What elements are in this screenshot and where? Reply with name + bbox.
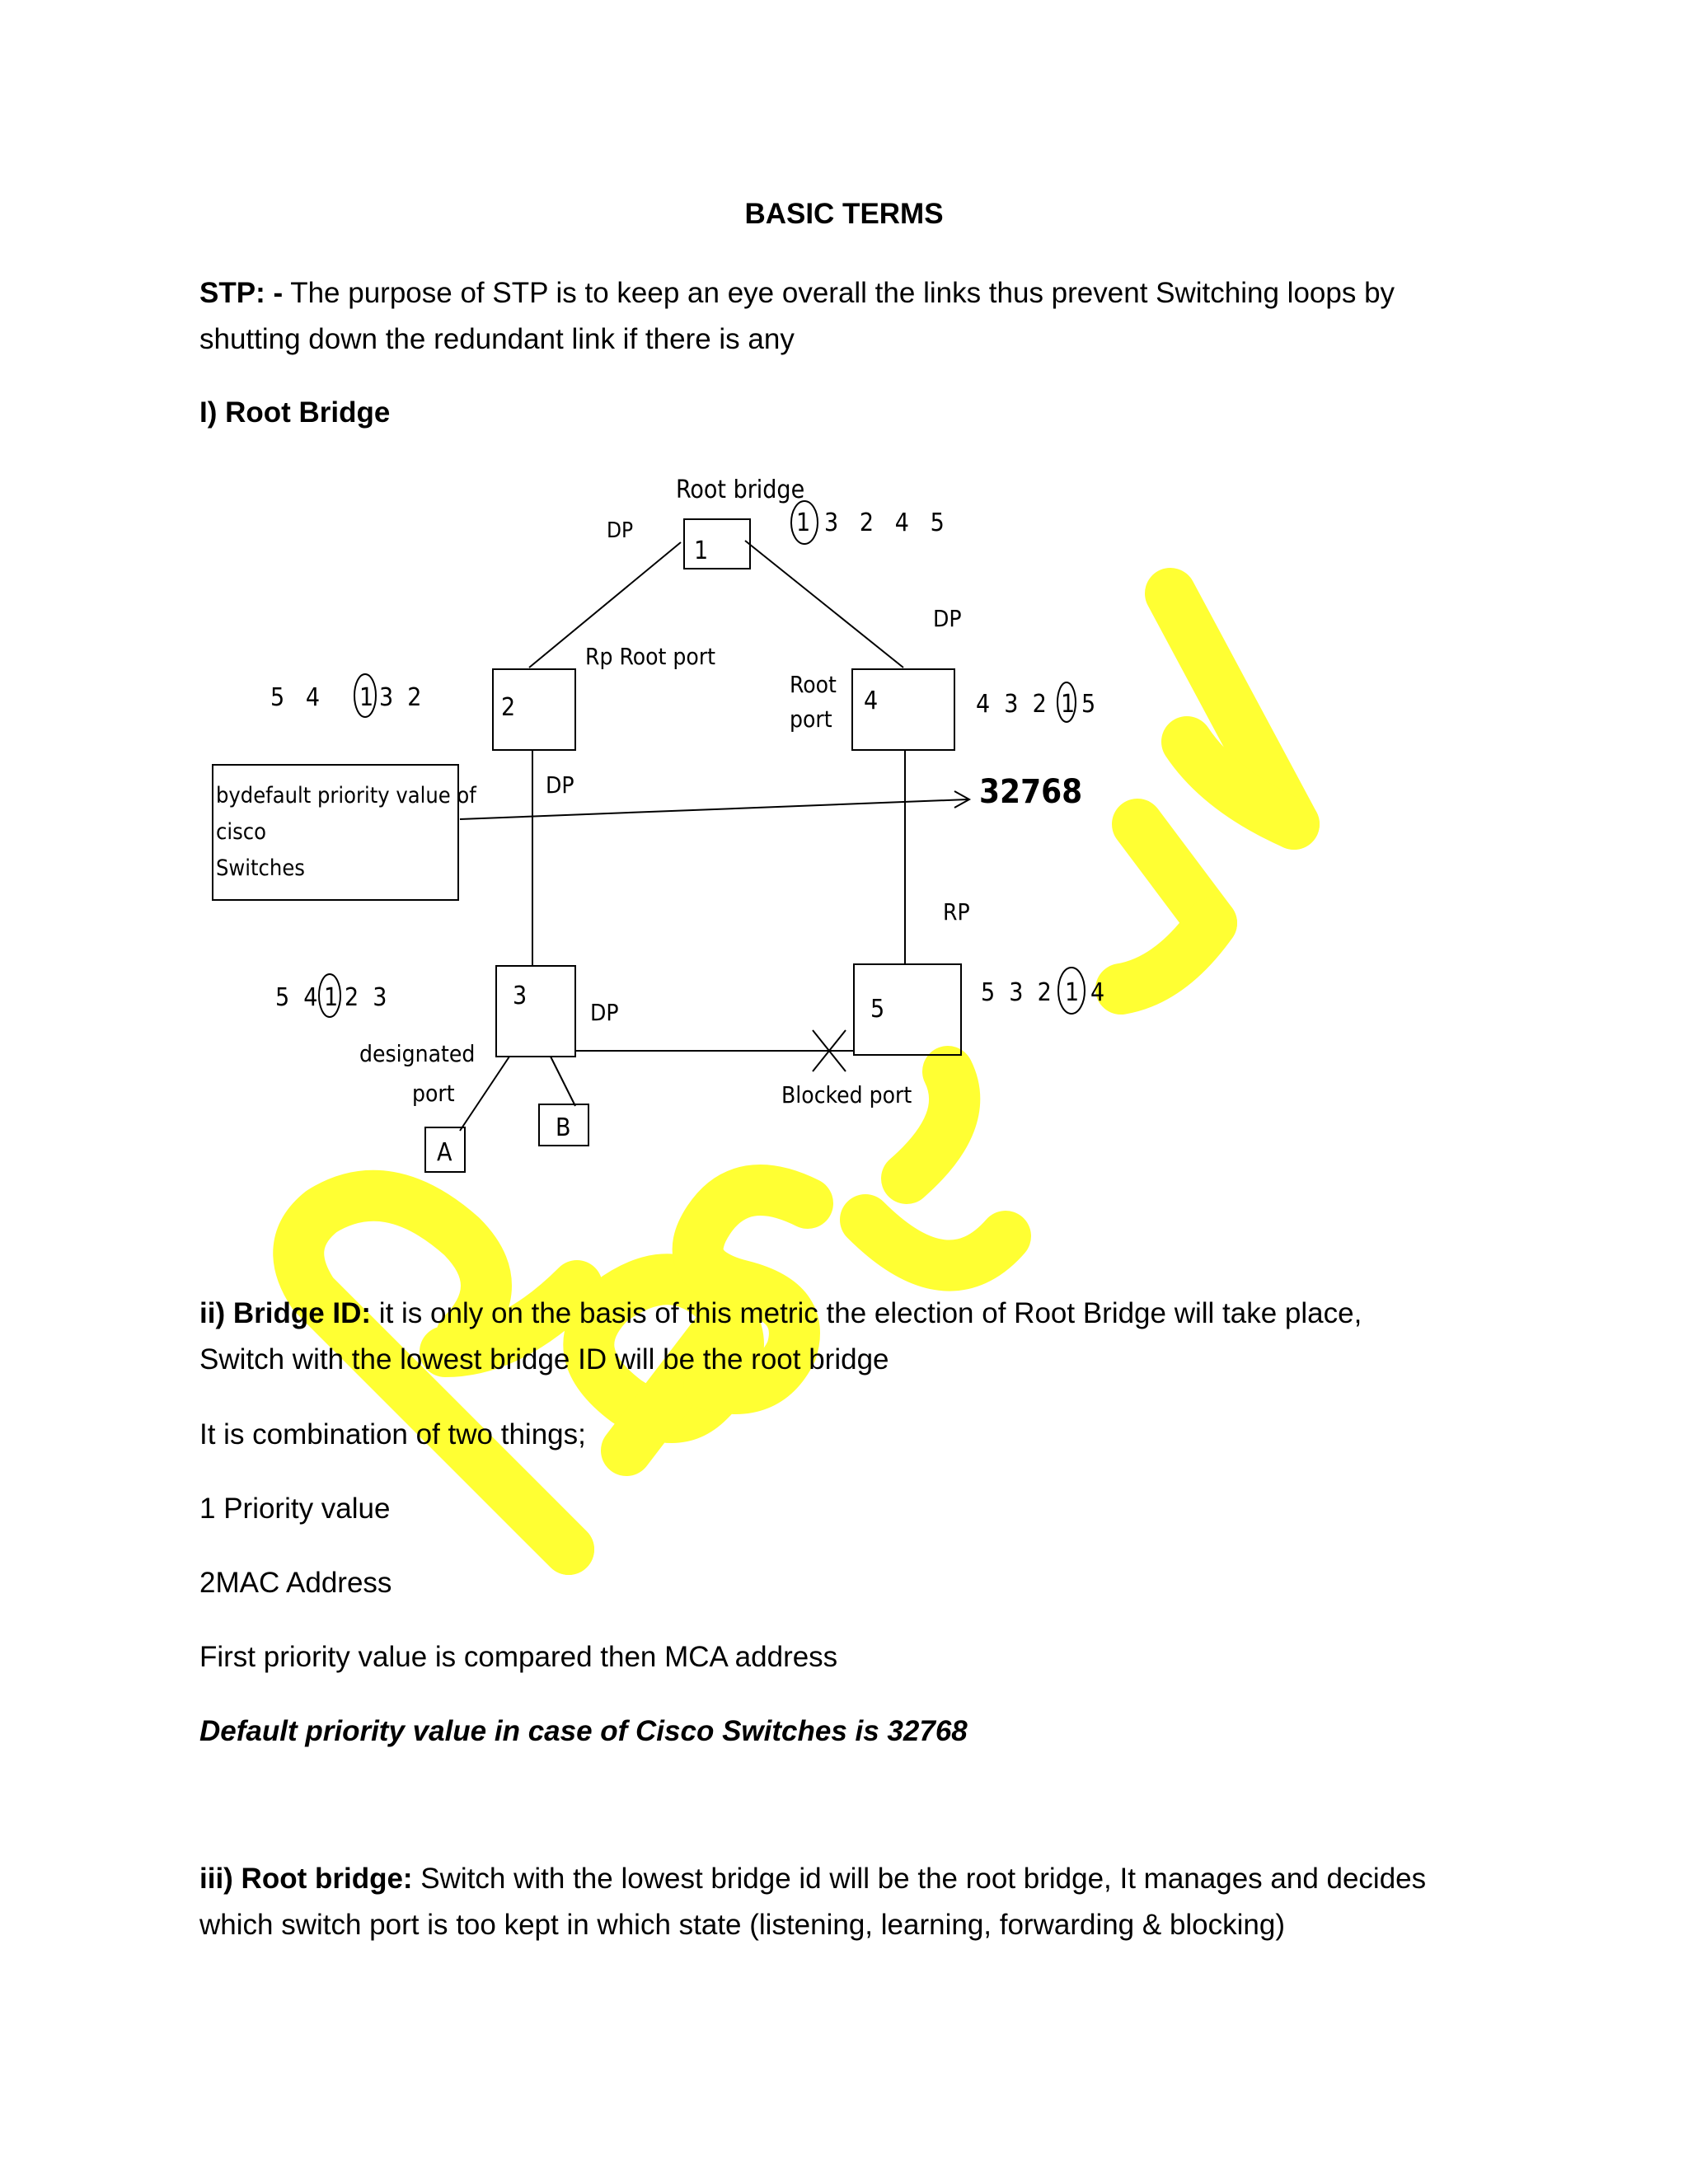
switch-5-label: 5 bbox=[870, 995, 885, 1024]
seq-sw3-circled: 1 bbox=[324, 983, 339, 1012]
root-bridge-term: iii) Root bridge: bbox=[199, 1863, 413, 1895]
priority-note-line-3: Switches bbox=[216, 855, 305, 881]
rp-label-4-5: RP bbox=[943, 898, 970, 926]
designated-port-label-2: port bbox=[412, 1080, 455, 1107]
root-port-label-1: Root bbox=[790, 671, 837, 698]
seq-sw2-circled: 1 bbox=[359, 683, 374, 712]
priority-note-line-1: bydefault priority value of bbox=[216, 783, 476, 808]
dp-label-1-2: DP bbox=[607, 518, 634, 543]
seq-sw3-before: 5 4 bbox=[275, 983, 318, 1012]
stp-network-diagram bbox=[198, 462, 1154, 1187]
switch-2-label: 2 bbox=[501, 693, 516, 722]
stp-line-2: shutting down the redundant link if there is any bbox=[199, 323, 795, 355]
root-bridge-text-1: Switch with the lowest bridge id will be the root bridge, It manages and decides bbox=[412, 1863, 1427, 1895]
seq-sw4-after: 5 bbox=[1081, 690, 1096, 719]
root-bridge-label: Root bridge bbox=[676, 476, 805, 504]
combination-line: It is combination of two things; bbox=[199, 1418, 586, 1451]
list-item-priority: 1 Priority value bbox=[199, 1493, 391, 1525]
stp-paragraph bbox=[199, 270, 1535, 363]
page-title: BASIC TERMS bbox=[744, 198, 944, 230]
designated-port-label-1: designated bbox=[359, 1040, 476, 1067]
rp-root-port-label: Rp Root port bbox=[585, 643, 716, 670]
stp-term: STP: - bbox=[199, 277, 284, 309]
root-port-label-2: port bbox=[790, 705, 832, 733]
bridge-id-line-2: Switch with the lowest bridge ID will be the root bridge bbox=[199, 1343, 889, 1376]
compare-line: First priority value is compared then MCA address bbox=[199, 1641, 838, 1673]
switch-1-label: 1 bbox=[694, 537, 709, 565]
seq-sw5-circled: 1 bbox=[1065, 978, 1080, 1007]
dp-label-1-4: DP bbox=[933, 605, 962, 632]
section-root-bridge-heading bbox=[199, 390, 1535, 436]
root-bridge-line-1 bbox=[199, 1856, 1535, 1902]
seq-sw3-after: 2 3 bbox=[345, 983, 387, 1012]
seq-sw5-after: 4 bbox=[1090, 978, 1105, 1007]
host-a-label: A bbox=[437, 1138, 452, 1167]
stp-line-1 bbox=[199, 270, 1535, 316]
seq-sw2-before: 5 4 bbox=[270, 683, 321, 712]
root-bridge-line-2: which switch port is too kept in which state (listening, learning, forwarding & blocking) bbox=[199, 1909, 1286, 1941]
link-3-a bbox=[460, 1057, 509, 1131]
section-heading-text: I) Root Bridge bbox=[199, 396, 391, 429]
priority-value-label: 32768 bbox=[979, 773, 1083, 811]
dp-label-2-3: DP bbox=[546, 771, 574, 799]
seq-top-rest: 3 2 4 5 bbox=[824, 509, 945, 537]
priority-arrow-line bbox=[460, 799, 968, 819]
list-item-mac: 2MAC Address bbox=[199, 1567, 392, 1599]
switch-4-label: 4 bbox=[864, 687, 879, 715]
seq-sw5-before: 5 3 2 bbox=[981, 978, 1052, 1007]
stp-text-1: The purpose of STP is to keep an eye overall the links thus prevent Switching loops by bbox=[283, 277, 1395, 309]
root-bridge-paragraph bbox=[199, 1856, 1535, 1948]
bridge-id-line-1 bbox=[199, 1291, 1535, 1337]
bridge-id-text-1: it is only on the basis of this metric the election of Root Bridge will take place, bbox=[371, 1297, 1362, 1329]
bridge-id-term: ii) Bridge ID: bbox=[199, 1297, 372, 1329]
bridge-id-paragraph bbox=[199, 1291, 1535, 1383]
switch-3-label: 3 bbox=[513, 982, 528, 1010]
seq-top-circled: 1 bbox=[796, 509, 811, 537]
blocked-port-label: Blocked port bbox=[781, 1081, 912, 1108]
default-priority-line: Default priority value in case of Cisco Switches is 32768 bbox=[199, 1715, 968, 1747]
priority-note-line-2: cisco bbox=[216, 819, 266, 845]
seq-sw4-before: 4 3 2 bbox=[976, 690, 1047, 719]
dp-label-3-5: DP bbox=[590, 999, 619, 1026]
seq-sw4-circled: 1 bbox=[1061, 690, 1076, 719]
seq-sw2-after: 3 2 bbox=[379, 683, 422, 712]
host-b-label: B bbox=[556, 1113, 571, 1142]
switch-3-box bbox=[496, 966, 575, 1057]
link-3-b bbox=[551, 1057, 575, 1106]
link-1-4 bbox=[745, 541, 903, 668]
